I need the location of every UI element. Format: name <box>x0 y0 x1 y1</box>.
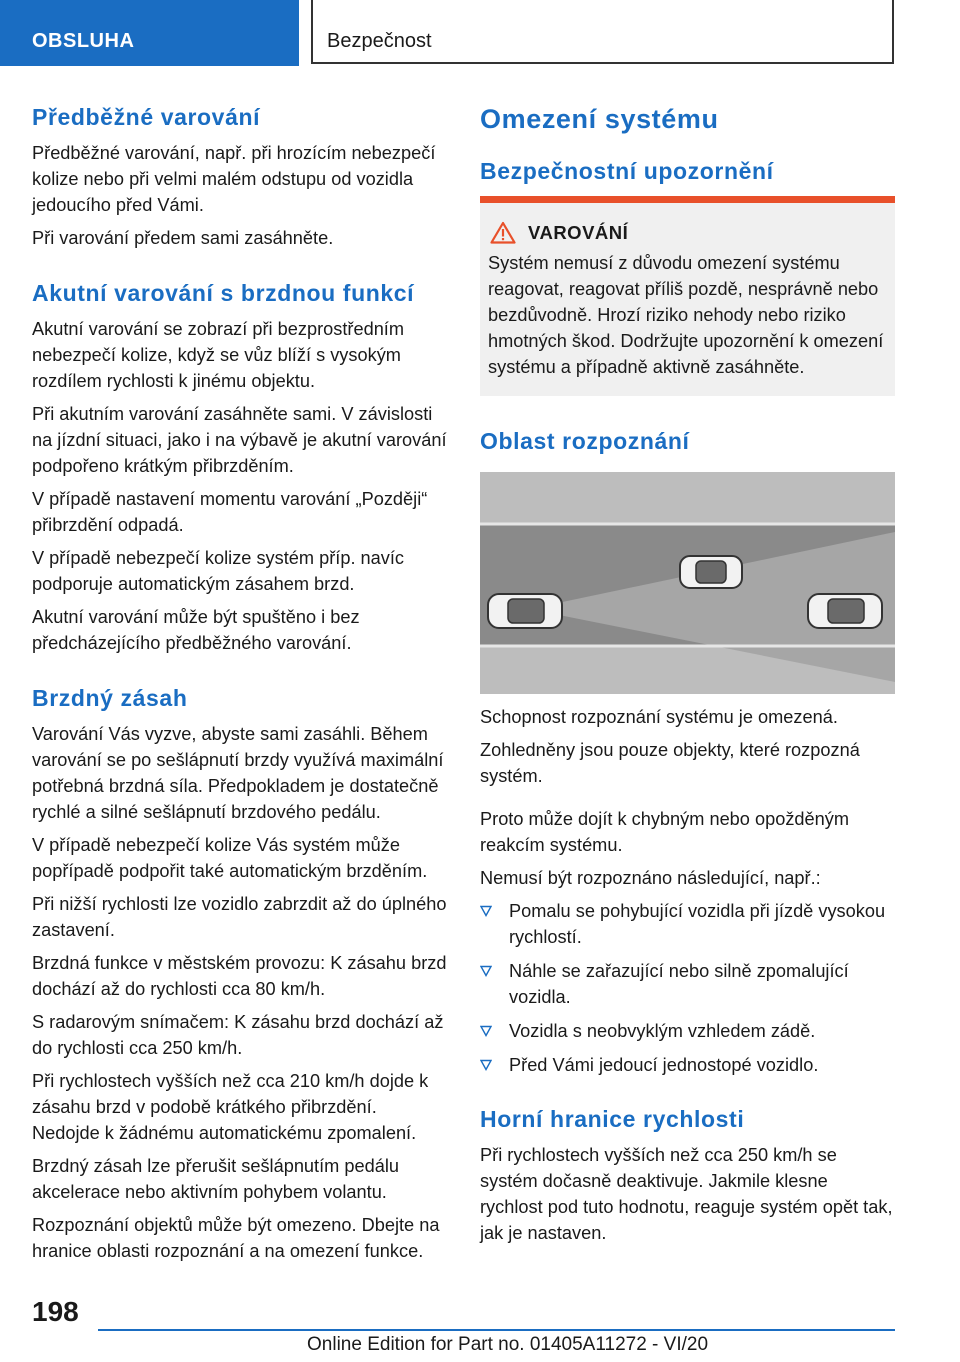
warning-box <box>480 196 895 396</box>
acute-warning-text-4: V případě nebezpečí kolize systém příp. navíc podporuje automatickým zásahem brzd. <box>32 548 405 594</box>
system-limits-heading: Omezení systému <box>480 104 719 134</box>
acute-warning-text-2: Při akutním varování zasáhněte sami. V závislosti na jízdní situaci, jako i na výbavě je akutní varování podpořeno krátkým přibrzděním. <box>32 404 447 476</box>
detection-text-3: Proto může dojít k chybným nebo opožděným reakcím systému. <box>480 809 849 855</box>
braking-text-1: Varování Vás vyzve, abyste sami zasáhli. Během varování se po sešlápnutí brzdy využívá maximální potřebná brzdná síla. Předpokladem je dostatečně rychlé a silné sešlápnutí brzdového pedálu. <box>32 724 444 822</box>
left-column <box>32 100 448 1271</box>
triangle-bullet-icon <box>480 905 492 917</box>
right-column <box>480 100 895 1253</box>
speed-limit-text: Při rychlostech vyšších než cca 250 km/h se systém dočasně deaktivuje. Jakmile klesne rychlost pod tuto hodnotu, reaguje systém opět tak, jak je nastaven. <box>480 1145 893 1243</box>
list-item <box>480 1052 895 1078</box>
acute-warning-text-1: Akutní varování se zobrazí při bezprostředním nebezpečí kolize, když se vůz blíží s vysokým rozdílem rychlosti k jinému objektu. <box>32 319 405 391</box>
triangle-bullet-icon <box>480 1059 492 1071</box>
car-ahead-icon <box>680 556 742 588</box>
chapter-label: Bezpečnost <box>327 30 432 52</box>
braking-heading: Brzdný zásah <box>32 685 188 711</box>
undetected-list <box>480 898 895 1078</box>
braking-text-3: Při nižší rychlosti lze vozidlo zabrzdit až do úplného zastavení. <box>32 894 447 940</box>
own-car-icon <box>488 594 562 628</box>
triangle-bullet-icon <box>480 965 492 977</box>
detection-text-1: Schopnost rozpoznání systému je omezená. <box>480 707 838 727</box>
footer-edition: Online Edition for Part no. 01405A11272 - VI/20 <box>307 1334 709 1355</box>
speed-limit-heading: Horní hranice rychlosti <box>480 1106 745 1132</box>
triangle-bullet-icon <box>480 1025 492 1037</box>
page-number: 198 <box>32 1296 79 1327</box>
braking-text-6: Při rychlostech vyšších než cca 210 km/h dojde k zásahu brzd v podobě krátkého přibrzdění. Nedojde k žádnému automatickému zpomalení. <box>32 1071 429 1143</box>
list-item-text: Vozidla s neobvyklým vzhledem zádě. <box>509 1021 816 1041</box>
braking-text-2: V případě nebezpečí kolize Vás systém může popřípadě podpořit také automatickým brzděním. <box>32 835 428 881</box>
list-item <box>480 898 895 950</box>
pre-warning-heading: Předběžné varování <box>32 104 261 130</box>
braking-text-8: Rozpoznání objektů může být omezeno. Dbejte na hranice oblasti rozpoznání a na omezení funkce. <box>32 1215 440 1261</box>
list-item <box>480 1018 895 1044</box>
braking-text-5: S radarovým snímačem: K zásahu brzd dochází až do rychlosti cca 250 km/h. <box>32 1012 444 1058</box>
list-item <box>480 958 895 1010</box>
acute-warning-heading: Akutní varování s brzdnou funkcí <box>32 280 415 306</box>
pre-warning-text-1: Předběžné varování, např. při hrozícím nebezpečí kolize nebo při velmi malém odstupu od vozidla jedoucího před Vámi. <box>32 143 436 215</box>
car-far-icon <box>808 594 882 628</box>
braking-text-7: Brzdný zásah lze přerušit sešlápnutím pedálu akcelerace nebo aktivním pohybem volantu. <box>32 1156 399 1202</box>
warning-text: Systém nemusí z důvodu omezení systému reagovat, reagovat příliš pozdě, nesprávně nebo bezdůvodně. Hrozí riziko nehody nebo riziko hmotných škod. Dodržujte upozornění k omezení systému a případně aktivně zasáhněte. <box>488 253 884 377</box>
section-label: OBSLUHA <box>32 30 135 52</box>
warning-label: VAROVÁNÍ <box>528 221 629 243</box>
pre-warning-text-2: Při varování předem sami zasáhněte. <box>32 228 334 248</box>
acute-warning-text-5: Akutní varování může být spuštěno i bez předcházejícího předběžného varování. <box>32 607 360 653</box>
safety-notes-heading: Bezpečnostní upozornění <box>480 158 774 184</box>
warning-header <box>488 221 885 244</box>
list-item-text: Náhle se zařazující nebo silně zpomalující vozidla. <box>509 961 849 1007</box>
acute-warning-text-3: V případě nastavení momentu varování „Později“ přibrzdění odpadá. <box>32 489 428 535</box>
section-tab <box>0 0 299 66</box>
warning-triangle-icon <box>490 221 516 244</box>
detection-text-4: Nemusí být rozpoznáno následující, např.: <box>480 868 821 888</box>
list-item-text: Před Vámi jedoucí jednostopé vozidlo. <box>509 1055 819 1075</box>
chapter-tab <box>311 0 894 64</box>
detection-area-heading: Oblast rozpoznání <box>480 428 690 454</box>
footer-divider <box>98 1329 895 1331</box>
detection-text-2: Zohledněny jsou pouze objekty, které rozpozná systém. <box>480 740 860 786</box>
braking-text-4: Brzdná funkce v městském provozu: K zásahu brzd dochází až do rychlosti cca 80 km/h. <box>32 953 447 999</box>
detection-area-figure <box>480 472 895 694</box>
list-item-text: Pomalu se pohybující vozidla při jízdě vysokou rychlostí. <box>509 901 886 947</box>
